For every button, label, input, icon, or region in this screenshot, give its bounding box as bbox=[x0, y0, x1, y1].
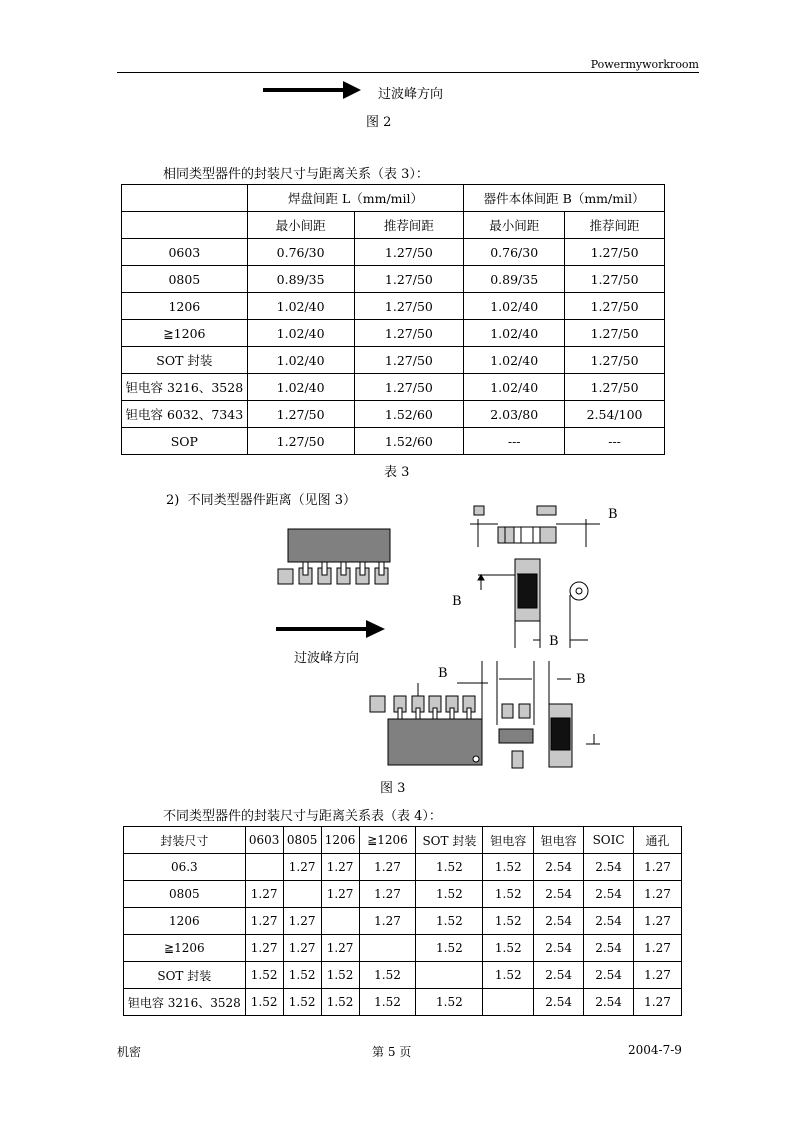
table-cell: 1.27/50 bbox=[565, 320, 665, 347]
table-cell: 2.54 bbox=[534, 854, 584, 881]
chip-vertical-bottom-icon bbox=[549, 661, 600, 767]
wave-direction-arrow-icon bbox=[276, 620, 385, 638]
table-cell: 2.03/80 bbox=[464, 401, 565, 428]
table-cell: 1.27 bbox=[245, 908, 283, 935]
table-cell: 2.54 bbox=[584, 935, 634, 962]
table4-header: 通孔 bbox=[634, 827, 682, 854]
table-cell: 2.54 bbox=[584, 962, 634, 989]
table-cell: 1.02/40 bbox=[247, 293, 354, 320]
table3-row-label: 1206 bbox=[122, 293, 248, 320]
footer-date: 2004-7-9 bbox=[628, 1043, 682, 1057]
table4-header: 1206 bbox=[321, 827, 359, 854]
table-row bbox=[124, 935, 682, 962]
table-cell: 1.52 bbox=[483, 908, 534, 935]
table-cell: 1.52 bbox=[245, 962, 283, 989]
table3-sub-header: 最小间距 bbox=[464, 212, 565, 239]
table4-header: 封装尺寸 bbox=[124, 827, 246, 854]
table-cell: 1.27 bbox=[283, 854, 321, 881]
table-cell: 1.02/40 bbox=[247, 347, 354, 374]
table3-sub-header: 推荐间距 bbox=[565, 212, 665, 239]
table4 bbox=[123, 826, 682, 1016]
table-cell: 1.52 bbox=[359, 962, 416, 989]
table-cell: 1.27/50 bbox=[247, 428, 354, 455]
figure3-label-b: B bbox=[452, 594, 462, 609]
table-cell: 1.27/50 bbox=[354, 266, 464, 293]
figure3-label-b: B bbox=[608, 507, 618, 522]
table-cell: 1.27 bbox=[245, 935, 283, 962]
figure3-arrow-label: 过波峰方向 bbox=[294, 651, 360, 666]
soic-top-icon bbox=[278, 529, 390, 584]
table4-intro: 不同类型器件的封装尺寸与距离关系表（表 4）： bbox=[163, 809, 442, 824]
table4-row-label: 0805 bbox=[124, 881, 246, 908]
table-row bbox=[124, 854, 682, 881]
table-cell: 1.52 bbox=[321, 962, 359, 989]
table-cell: 1.52 bbox=[416, 881, 483, 908]
figure2-caption: 图 2 bbox=[366, 115, 392, 130]
table3-row-label: 钽电容 6032、7343 bbox=[122, 401, 248, 428]
table-cell: 1.27 bbox=[321, 881, 359, 908]
table-cell: 1.27/50 bbox=[354, 374, 464, 401]
table-cell: 1.27 bbox=[634, 881, 682, 908]
figure3-label-b: B bbox=[438, 666, 448, 681]
table-cell: 1.52 bbox=[283, 962, 321, 989]
table3-sub-header: 推荐间距 bbox=[354, 212, 464, 239]
table3-group-header: 焊盘间距 L（mm/mil） bbox=[247, 185, 464, 212]
table4-header: 钽电容 bbox=[534, 827, 584, 854]
table-cell: 1.27/50 bbox=[247, 401, 354, 428]
table-cell: 1.27/50 bbox=[565, 266, 665, 293]
table4-header-row bbox=[124, 827, 682, 854]
table-cell: 1.27/50 bbox=[354, 320, 464, 347]
figure3-label-b: B bbox=[549, 634, 559, 649]
sot-icon bbox=[497, 661, 534, 768]
table-cell: 1.27 bbox=[283, 935, 321, 962]
footer-page-number: 第 5 页 bbox=[372, 1045, 412, 1059]
table3-row-label: SOT 封装 bbox=[122, 347, 248, 374]
table-cell: 1.52 bbox=[245, 989, 283, 1016]
table-cell: 1.52 bbox=[359, 989, 416, 1016]
table-cell: 0.89/35 bbox=[247, 266, 354, 293]
table-cell: 1.02/40 bbox=[247, 320, 354, 347]
soic-bottom-icon bbox=[370, 661, 488, 765]
chip-vertical-icon bbox=[478, 559, 540, 648]
table-cell bbox=[359, 935, 416, 962]
table-cell: 1.27 bbox=[359, 881, 416, 908]
table4-row-label: SOT 封装 bbox=[124, 962, 246, 989]
table-cell: 2.54 bbox=[584, 908, 634, 935]
table-cell: 1.27/50 bbox=[565, 239, 665, 266]
table-cell: 0.89/35 bbox=[464, 266, 565, 293]
table-cell: 1.52 bbox=[416, 908, 483, 935]
section2-heading: 2) 不同类型器件距离（见图 3） bbox=[166, 493, 357, 508]
table-cell: 1.27/50 bbox=[565, 374, 665, 401]
table-cell: 2.54 bbox=[534, 989, 584, 1016]
table-cell: 1.27 bbox=[245, 881, 283, 908]
table-row bbox=[124, 962, 682, 989]
header-brand: Powermyworkroom bbox=[590, 58, 699, 71]
table-cell: 2.54 bbox=[584, 881, 634, 908]
table-cell: 1.27 bbox=[634, 908, 682, 935]
table4-header: ≧1206 bbox=[359, 827, 416, 854]
table-cell: 1.27 bbox=[321, 935, 359, 962]
table3-row-label: ≧1206 bbox=[122, 320, 248, 347]
table3-sub-header: 最小间距 bbox=[247, 212, 354, 239]
table4-header: 0603 bbox=[245, 827, 283, 854]
table-cell: 1.27 bbox=[321, 854, 359, 881]
table3-group-header: 器件本体间距 B（mm/mil） bbox=[464, 185, 665, 212]
table3-row-label: 钽电容 3216、3528 bbox=[122, 374, 248, 401]
table-cell: 1.52 bbox=[483, 854, 534, 881]
table-cell: 1.27/50 bbox=[354, 347, 464, 374]
table-cell: 1.52 bbox=[283, 989, 321, 1016]
table4-row-label: 06.3 bbox=[124, 854, 246, 881]
figure2-arrow-label: 过波峰方向 bbox=[378, 87, 444, 102]
table-cell: 1.27/50 bbox=[565, 293, 665, 320]
table-cell: 1.52 bbox=[416, 989, 483, 1016]
table-cell bbox=[321, 908, 359, 935]
table-cell: 1.52/60 bbox=[354, 401, 464, 428]
table-cell: 1.52 bbox=[416, 854, 483, 881]
table-cell: 2.54 bbox=[584, 854, 634, 881]
table-cell bbox=[283, 881, 321, 908]
table-cell: 2.54 bbox=[534, 935, 584, 962]
table-cell: 1.02/40 bbox=[464, 374, 565, 401]
table4-header: 0805 bbox=[283, 827, 321, 854]
through-hole-icon bbox=[570, 582, 588, 648]
table-cell: 1.27 bbox=[634, 962, 682, 989]
table3-row-label: 0603 bbox=[122, 239, 248, 266]
table4-header: 钽电容 bbox=[483, 827, 534, 854]
table-cell: 1.27/50 bbox=[354, 239, 464, 266]
table-cell bbox=[245, 854, 283, 881]
table-cell: 1.27 bbox=[359, 908, 416, 935]
footer-confidential: 机密 bbox=[117, 1045, 142, 1059]
table-cell: 2.54 bbox=[534, 908, 584, 935]
table3-caption: 表 3 bbox=[384, 465, 410, 480]
table-cell: 0.76/30 bbox=[464, 239, 565, 266]
table-cell: 1.27/50 bbox=[565, 347, 665, 374]
table-cell: 2.54/100 bbox=[565, 401, 665, 428]
table4-row-label: 1206 bbox=[124, 908, 246, 935]
table-row bbox=[124, 881, 682, 908]
table4-header: SOT 封装 bbox=[416, 827, 483, 854]
table-cell: 2.54 bbox=[534, 881, 584, 908]
table-cell: 0.76/30 bbox=[247, 239, 354, 266]
table-cell: --- bbox=[464, 428, 565, 455]
table-cell: 1.02/40 bbox=[464, 347, 565, 374]
table-cell: 1.27 bbox=[634, 935, 682, 962]
table4-row-label: 钽电容 3216、3528 bbox=[124, 989, 246, 1016]
table-cell: 1.27 bbox=[283, 908, 321, 935]
table4-header: SOIC bbox=[584, 827, 634, 854]
table-cell: 1.52 bbox=[321, 989, 359, 1016]
chip-horizontal-icon bbox=[470, 506, 600, 547]
table-cell: 2.54 bbox=[534, 962, 584, 989]
table4-row-label: ≧1206 bbox=[124, 935, 246, 962]
figure3-label-b: B bbox=[576, 672, 586, 687]
table-cell: 1.52 bbox=[483, 881, 534, 908]
table3-row-label: SOP bbox=[122, 428, 248, 455]
table-row bbox=[124, 908, 682, 935]
table-row bbox=[124, 989, 682, 1016]
table-cell bbox=[416, 962, 483, 989]
table3-row-label: 0805 bbox=[122, 266, 248, 293]
figure3-caption: 图 3 bbox=[380, 781, 406, 796]
table-cell: 1.27/50 bbox=[354, 293, 464, 320]
table-cell: 1.52 bbox=[416, 935, 483, 962]
table-cell: 1.52 bbox=[483, 935, 534, 962]
table-cell: 1.27 bbox=[634, 854, 682, 881]
table-cell bbox=[483, 989, 534, 1016]
table-cell: 1.02/40 bbox=[247, 374, 354, 401]
table-cell: 1.52/60 bbox=[354, 428, 464, 455]
table-cell: --- bbox=[565, 428, 665, 455]
table-cell: 1.27 bbox=[359, 854, 416, 881]
table-cell: 1.27 bbox=[634, 989, 682, 1016]
table-cell: 1.02/40 bbox=[464, 293, 565, 320]
table-cell: 2.54 bbox=[584, 989, 634, 1016]
table-cell: 1.52 bbox=[483, 962, 534, 989]
table-cell: 1.02/40 bbox=[464, 320, 565, 347]
table3-intro: 相同类型器件的封装尺寸与距离关系（表 3）： bbox=[163, 167, 429, 182]
